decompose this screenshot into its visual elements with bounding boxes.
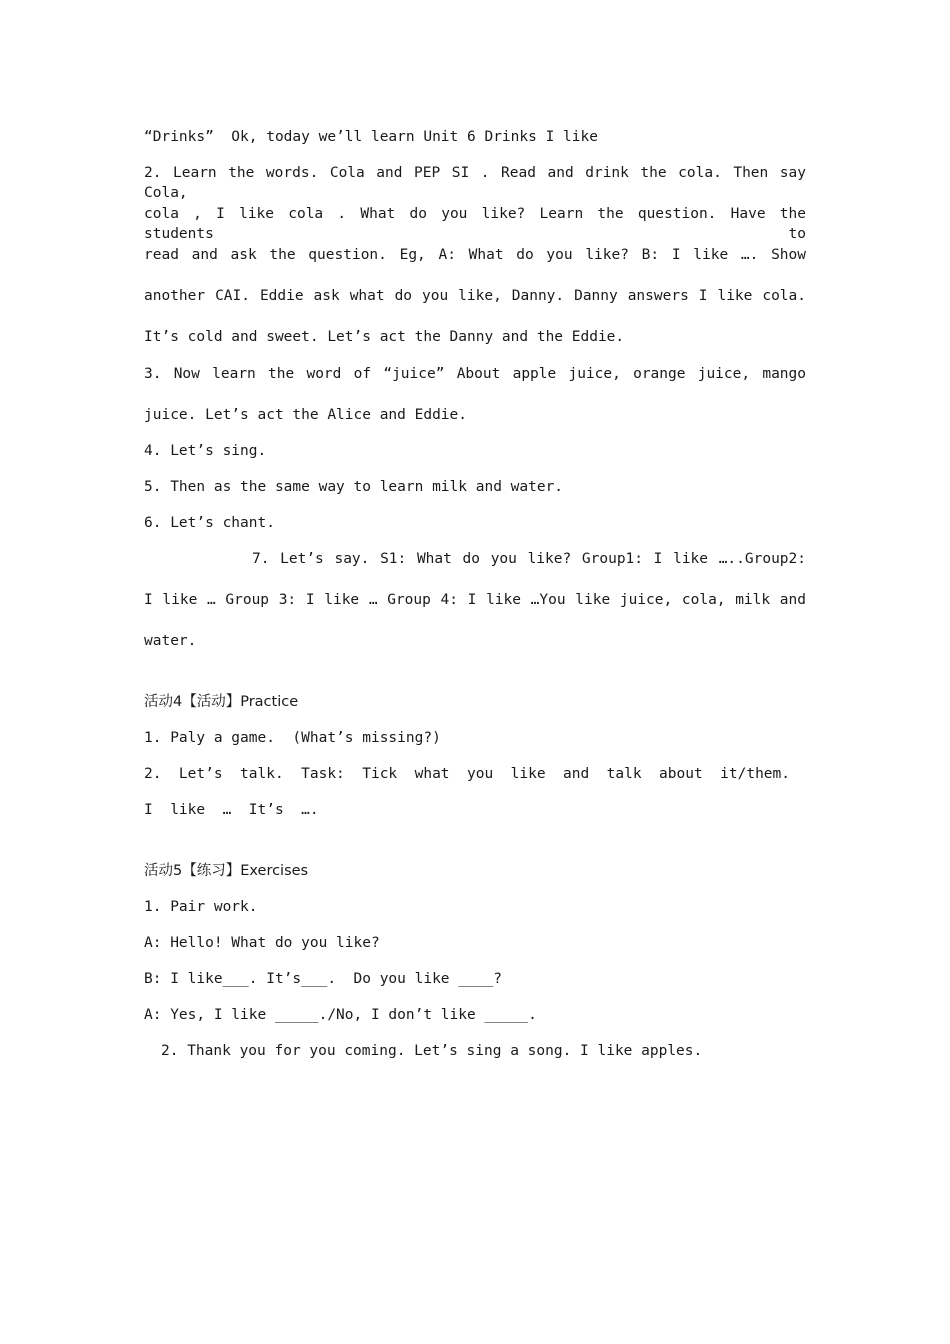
section-heading-activity5: 活动5【练习】Exercises [144,863,309,879]
text-line-step2-cai: another CAI. Eddie ask what do you like, Danny. Danny answers I like cola. [144,288,806,304]
text-line-step2-question: read and ask the question. Eg, A: What do you like? B: I like …. Show [144,247,806,263]
text-line-step7-say: 7. Let’s say. S1: What do you like? Group1: I like …..Group2: [252,551,806,567]
text-line-dialog-a2: A: Yes, I like _____./No, I don’t like _____. [144,1007,537,1023]
text-line-step2-cola: cola , I like cola . What do you like? Learn the question. Have the students to [144,206,806,242]
text-line-dialog-a1: A: Hello! What do you like? [144,935,380,951]
text-line-step6-chant: 6. Let’s chant. [144,515,275,531]
text-line-step2-act: It’s cold and sweet. Let’s act the Danny and the Eddie. [144,329,625,345]
document-page [144,0,806,1344]
text-line-step7-water: water. [144,633,197,649]
text-line-dialog-b: B: I like___. It’s___. Do you like ____? [144,971,502,987]
section-heading-activity4: 活动4【活动】Practice [144,694,299,710]
text-line-step2-learn-words: 2. Learn the words. Cola and PEP SI . Read and drink the cola. Then say Cola, [144,165,806,201]
text-line-drinks-intro: “Drinks” Ok, today we’ll learn Unit 6 Drinks I like [144,129,598,145]
text-line-thank-you: 2. Thank you for you coming. Let’s sing a song. I like apples. [161,1043,703,1059]
text-line-step7-groups: I like … Group 3: I like … Group 4: I like …You like juice, cola, milk and [144,592,806,608]
text-line-step5-milk-water: 5. Then as the same way to learn milk and water. [144,479,564,495]
text-line-step3-act: juice. Let’s act the Alice and Eddie. [144,407,468,423]
text-line-step3-juice: 3. Now learn the word of “juice” About apple juice, orange juice, mango [144,366,806,382]
text-line-practice-game: 1. Paly a game. (What’s missing?) [144,730,441,746]
text-line-pair-work: 1. Pair work. [144,899,258,915]
text-line-practice-sentence: I like … It’s …. [144,802,319,818]
text-line-practice-talk: 2. Let’s talk. Task: Tick what you like and talk about it/them. [144,766,791,782]
text-line-step4-sing: 4. Let’s sing. [144,443,267,459]
